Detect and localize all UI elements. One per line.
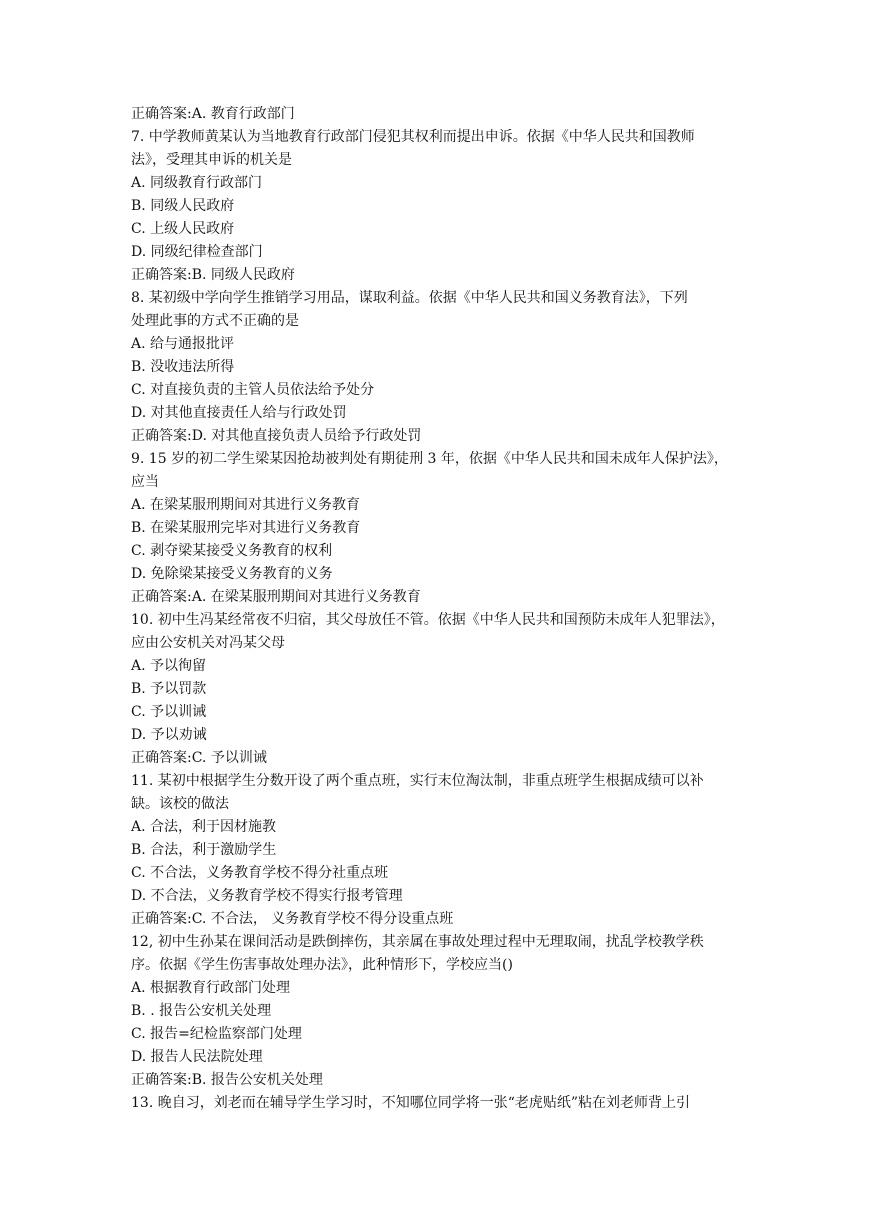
text-line: C. 上级人民政府 — [131, 221, 235, 237]
document-body — [131, 103, 751, 1115]
text-line: 正确答案:A. 在梁某服刑期间对其进行义务教育 — [131, 589, 421, 605]
text-line: D. 予以劝诫 — [131, 727, 207, 743]
text-line: 9. 15 岁的初二学生梁某因抢劫被判处有期徒刑 3 年，依据《中华人民共和国未成年人保护法》， — [131, 451, 728, 467]
text-line: A. 根据教育行政部门处理 — [131, 980, 291, 996]
text-line: A. 予以徇留 — [131, 658, 207, 674]
text-line: 正确答案:C. 予以训诫 — [131, 750, 267, 766]
text-line: C. 予以训诫 — [131, 704, 207, 720]
text-line: 应当 — [131, 474, 159, 490]
text-line: 处理此事的方式不正确的是 — [131, 313, 299, 329]
text-line: D. 报告人民法院处理 — [131, 1049, 263, 1065]
text-line: D. 不合法，义务教育学校不得实行报考管理 — [131, 888, 403, 904]
text-line: 12, 初中生孙某在课间活动是跌倒摔伤，其亲属在事故处理过程中无理取闹，扰乱学校教学秩 — [131, 934, 704, 950]
text-line: B. 予以罚款 — [131, 681, 207, 697]
text-line: 法》，受理其申诉的机关是 — [131, 152, 292, 168]
text-line: 11. 某初中根据学生分数开设了两个重点班，实行末位淘汰制，非重点班学生根据成绩可以补 — [131, 773, 704, 789]
text-line: 正确答案:C. 不合法， 义务教育学校不得分设重点班 — [131, 911, 454, 927]
text-line: B. 在梁某服刑完毕对其进行义务教育 — [131, 520, 361, 536]
text-line: B. . 报告公安机关处理 — [131, 1003, 272, 1019]
text-line: D. 同级纪律检查部门 — [131, 244, 263, 260]
text-line: A. 在梁某服刑期间对其进行义务教育 — [131, 497, 361, 513]
text-line: B. 合法，利于激励学生 — [131, 842, 277, 858]
text-line: A. 同级教育行政部门 — [131, 175, 263, 191]
text-line: A. 合法，利于因材施教 — [131, 819, 277, 835]
text-line: D. 免除梁某接受义务教育的义务 — [131, 566, 333, 582]
text-line: 序。依据《学生伤害事故处理办法》，此种情形下，学校应当() — [131, 957, 513, 973]
text-line: B. 没收违法所得 — [131, 359, 235, 375]
text-line: 7. 中学教师黄某认为当地教育行政部门侵犯其权利而提出申诉。依据《中华人民共和国教师 — [131, 129, 695, 145]
text-line: C. 不合法，义务教育学校不得分社重点班 — [131, 865, 389, 881]
text-line: B. 同级人民政府 — [131, 198, 235, 214]
text-line: C. 报告=纪检监察部门处理 — [131, 1026, 302, 1042]
text-line: 正确答案:A. 教育行政部门 — [131, 106, 295, 122]
text-line: 正确答案:B. 同级人民政府 — [131, 267, 295, 283]
text-line: 13. 晚自习，刘老而在辅导学生学习时，不知哪位同学将一张“老虎贴纸”粘在刘老师背上引 — [131, 1095, 691, 1111]
text-line: 正确答案:D. 对其他直接负责人员给予行政处罚 — [131, 428, 422, 444]
text-line: A. 给与通报批评 — [131, 336, 235, 352]
text-line: 正确答案:B. 报告公安机关处理 — [131, 1072, 323, 1088]
text-line: C. 剥夺梁某接受义务教育的权利 — [131, 543, 333, 559]
text-line: D. 对其他直接责任人给与行政处罚 — [131, 405, 347, 421]
text-line: 8. 某初级中学向学生推销学习用品，谋取利益。依据《中华人民共和国义务教育法》，下列 — [131, 290, 688, 306]
text-line: 缺。该校的做法 — [131, 796, 229, 812]
text-line: 10. 初中生冯某经常夜不归宿，其父母放任不管。依据《中华人民共和国预防未成年人犯罪法》， — [131, 612, 725, 628]
text-line: C. 对直接负责的主管人员依法给予处分 — [131, 382, 375, 398]
text-line: 应由公安机关对冯某父母 — [131, 635, 285, 651]
